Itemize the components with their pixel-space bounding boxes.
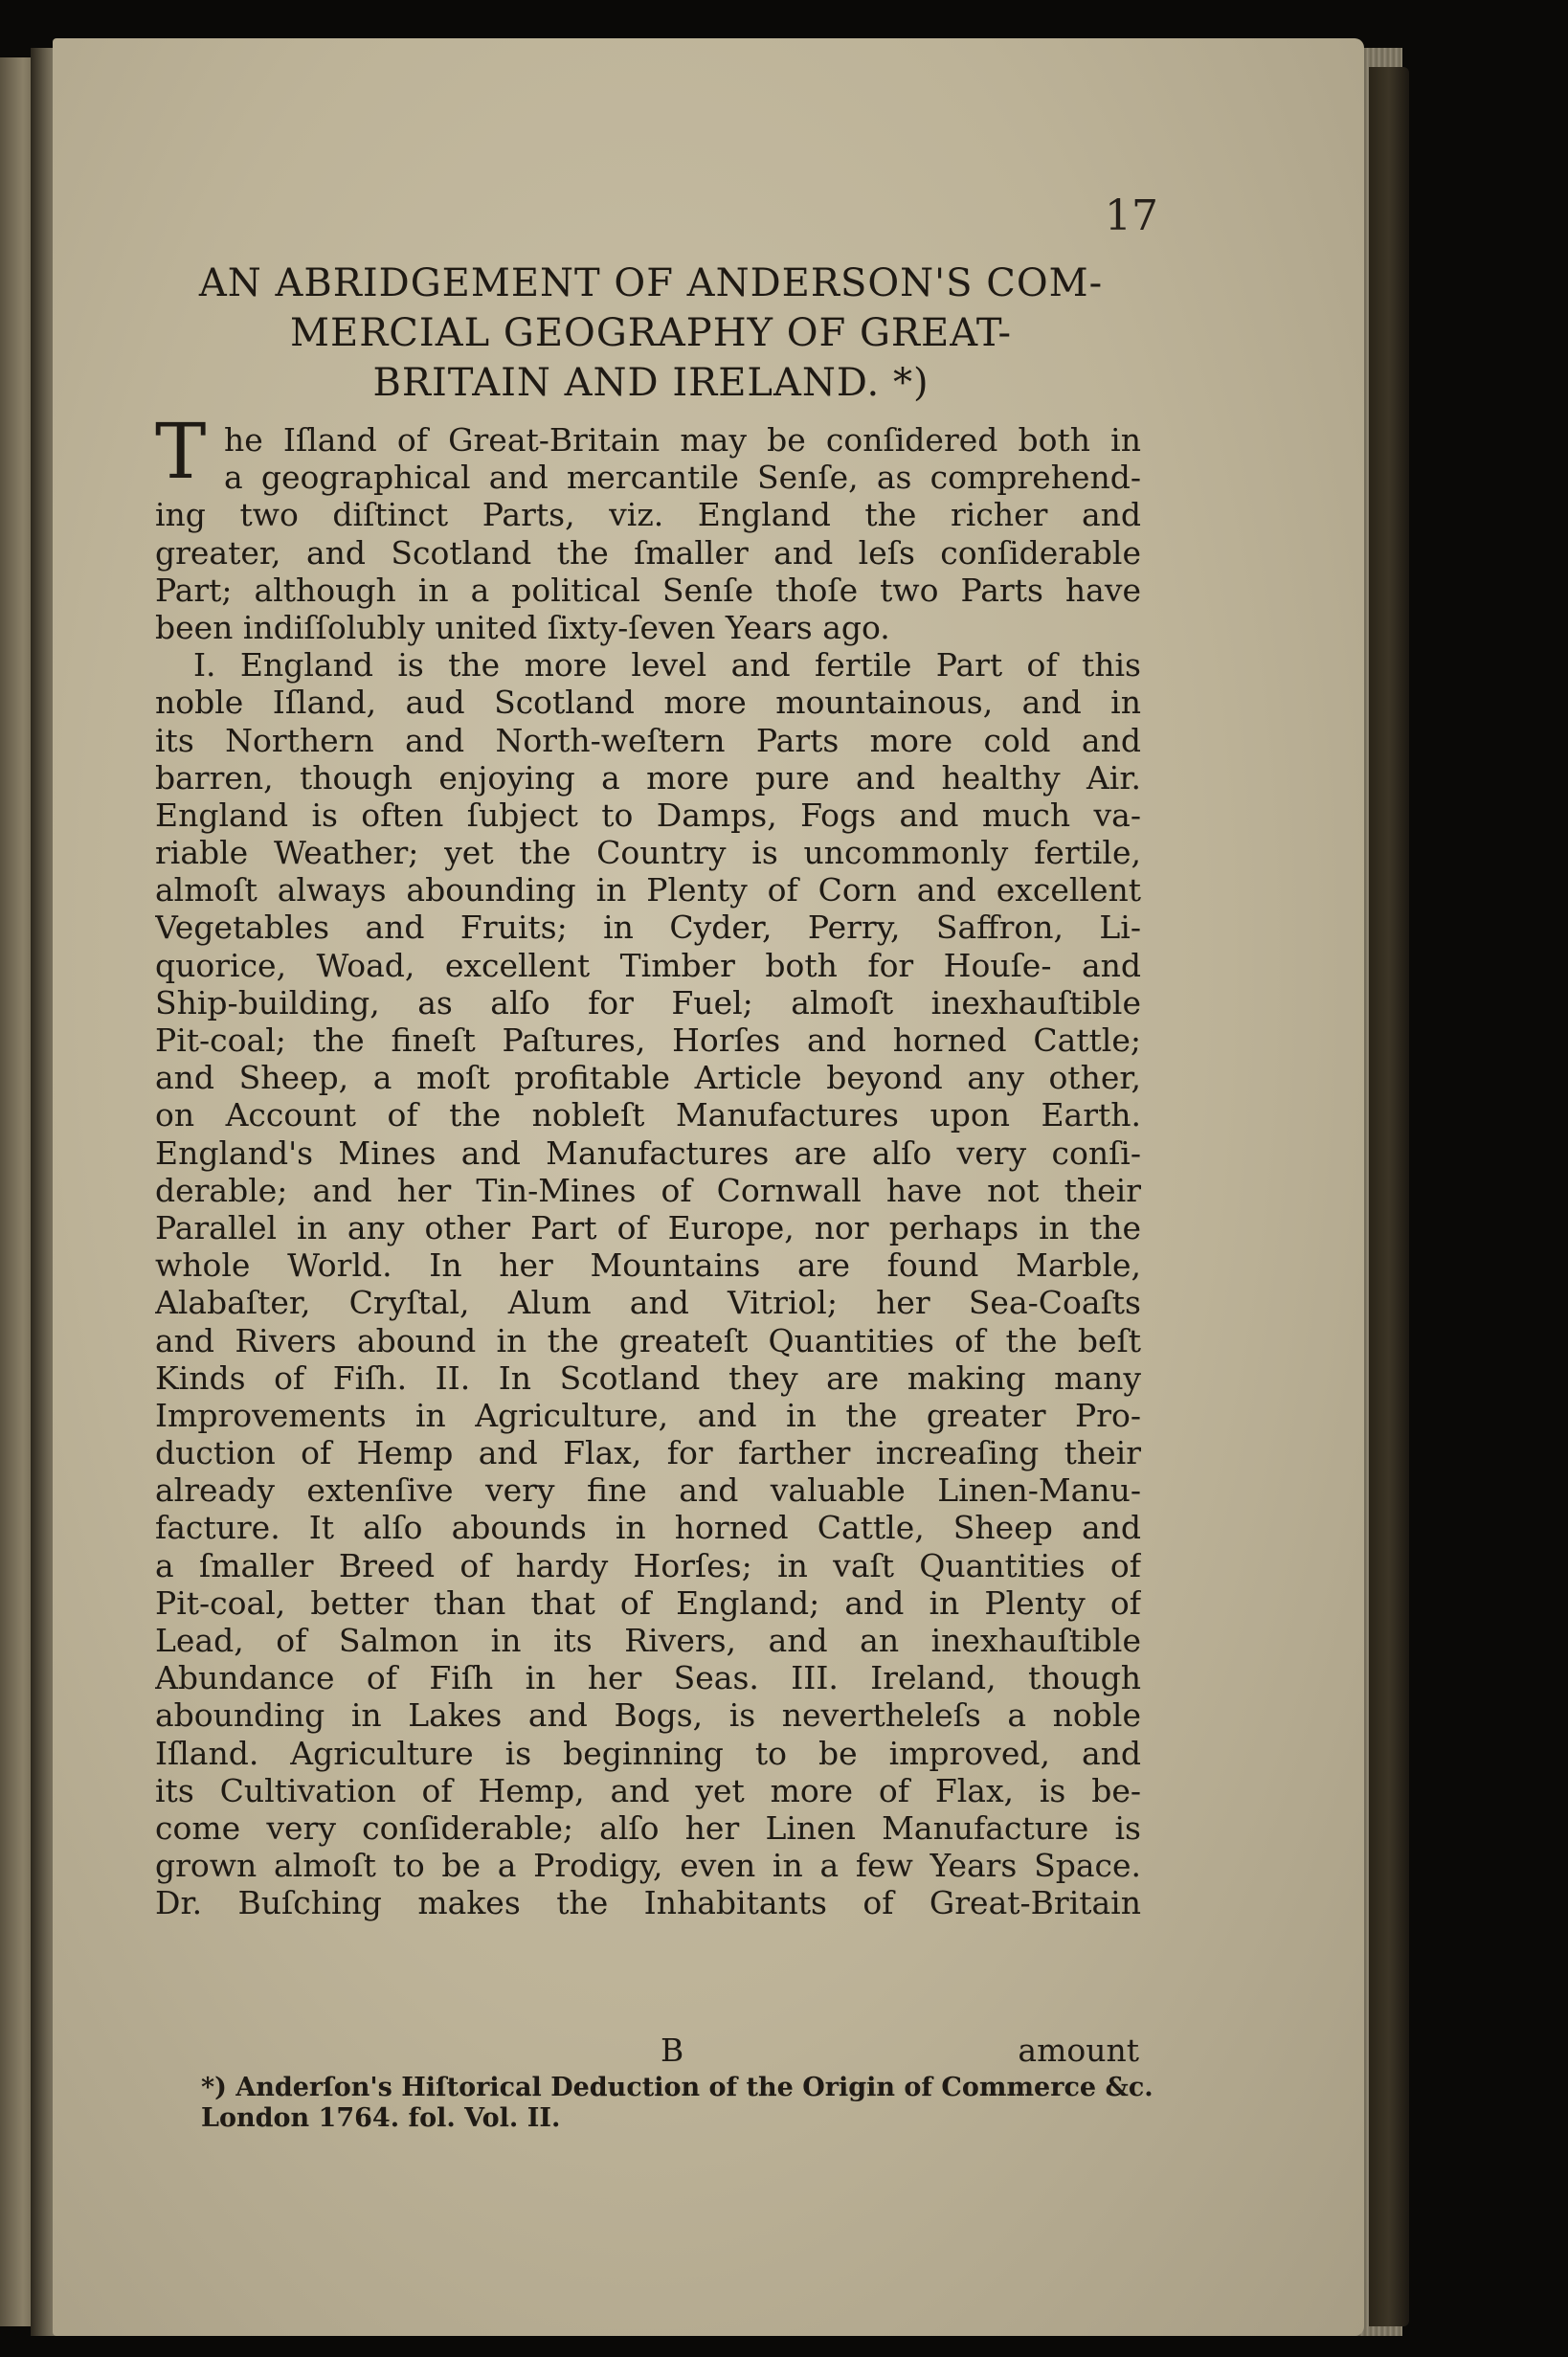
- body-line: noble Iſland, aud Scotland more mountainous, and in: [155, 684, 1141, 722]
- body-line: grown almoſt to be a Prodigy, even in a few Years Space.: [155, 1847, 1141, 1885]
- body-line: a ſmaller Breed of hardy Horſes; in vaſt Quantities of: [155, 1546, 1141, 1584]
- body-line: I. England is the more level and fertile Part of this: [193, 646, 1141, 685]
- catchword: amount: [1018, 2032, 1139, 2069]
- body-line: its Cultivation of Hemp, and yet more of Flax, is be-: [155, 1771, 1141, 1809]
- body-line: England is often ſubject to Damps, Fogs and much va-: [155, 796, 1141, 834]
- body-line: whole World. In her Mountains are found Marble,: [155, 1246, 1141, 1285]
- body-line: Iſland. Agriculture is beginning to be improved, and: [155, 1734, 1141, 1772]
- body-line: Improvements in Agriculture, and in the greater Pro-: [155, 1396, 1141, 1434]
- body-line: facture. It alſo abounds in horned Cattle, Sheep and: [155, 1509, 1141, 1547]
- signature-mark: B: [661, 2032, 684, 2069]
- body-line: been indiſſolubly united ſixty-ſeven Years ago.: [155, 608, 890, 646]
- body-line: Parallel in any other Part of Europe, nor perhaps in the: [155, 1208, 1141, 1246]
- body-line: and Sheep, a moſt profitable Article beyond any other,: [155, 1059, 1141, 1097]
- body-line: ing two diſtinct Parts, viz. England the richer and: [155, 496, 1141, 534]
- body-line: come very conſiderable; alſo her Linen Manufacture is: [155, 1808, 1141, 1847]
- body-line: Pit-coal, better than that of England; and in Plenty of: [155, 1583, 1141, 1622]
- body-line: Ship-building, as alſo for Fuel; almoſt inexhauſtible: [155, 983, 1141, 1021]
- body-line: Kinds of Fiſh. II. In Scotland they are making many: [155, 1358, 1141, 1397]
- heading-line: AN ABRIDGEMENT OF ANDERSON'S COM-: [198, 261, 1104, 305]
- footnote-line: *) Anderſon's Hiſtorical Deduction of the Origin of Commerce &c.: [201, 2073, 1154, 2102]
- footnote-line: London 1764. fol. Vol. II.: [201, 2103, 561, 2133]
- body-line: abounding in Lakes and Bogs, is nevertheleſs a noble: [155, 1696, 1141, 1735]
- heading-line: BRITAIN AND IRELAND. *): [372, 361, 930, 405]
- body-line: Part; although in a political Senſe thoſe two Parts have: [155, 571, 1141, 609]
- body-line: Lead, of Salmon in its Rivers, and an inexhauſtible: [155, 1622, 1141, 1659]
- page-number: 17: [1105, 191, 1158, 240]
- body-line: on Account of the nobleſt Manufactures upon Earth.: [155, 1096, 1141, 1134]
- body-line: a geographical and mercantile Senſe, as comprehend-: [224, 459, 1141, 497]
- body-line: England's Mines and Manufactures are alſo very conſi-: [155, 1134, 1141, 1172]
- body-line: quorice, Woad, excellent Timber both for Houſe- and: [155, 946, 1141, 984]
- body-line: its Northern and North-weſtern Parts more cold and: [155, 721, 1141, 759]
- body-line: he Iſland of Great-Britain may be conſidered both in: [224, 421, 1141, 459]
- body-line: greater, and Scotland the ſmaller and leſs conſiderable: [155, 533, 1141, 572]
- drop-cap: T: [155, 407, 207, 496]
- body-line: and Rivers abound in the greateſt Quantities of the beſt: [155, 1321, 1141, 1359]
- body-line: Vegetables and Fruits; in Cyder, Perry, Saffron, Li-: [155, 909, 1141, 947]
- body-line: riable Weather; yet the Country is uncommonly fertile,: [155, 834, 1141, 872]
- body-line: almoſt always abounding in Plenty of Corn and excellent: [155, 871, 1141, 909]
- body-text: [155, 421, 1141, 1922]
- book-cover-edge: [1369, 67, 1409, 2326]
- body-line: Abundance of Fiſh in her Seas. III. Ireland, though: [155, 1659, 1141, 1697]
- body-line: barren, though enjoying a more pure and healthy Air.: [155, 758, 1141, 797]
- body-line: Alabaſter, Cryſtal, Alum and Vitriol; her Sea-Coaſts: [155, 1284, 1141, 1322]
- body-line: derable; and her Tin-Mines of Cornwall have not their: [155, 1171, 1141, 1209]
- body-line: duction of Hemp and Flax, for farther increaſing their: [155, 1434, 1141, 1472]
- chapter-heading: [153, 258, 1149, 408]
- body-line: already extenſive very fine and valuable Linen-Manu-: [155, 1471, 1141, 1510]
- footnote: [201, 2073, 1158, 2134]
- heading-line: MERCIAL GEOGRAPHY OF GREAT-: [290, 311, 1012, 355]
- body-line: Pit-coal; the fineſt Paſtures, Horſes and horned Cattle;: [155, 1021, 1141, 1059]
- body-line: Dr. Buſching makes the Inhabitants of Great-Britain: [155, 1884, 1141, 1922]
